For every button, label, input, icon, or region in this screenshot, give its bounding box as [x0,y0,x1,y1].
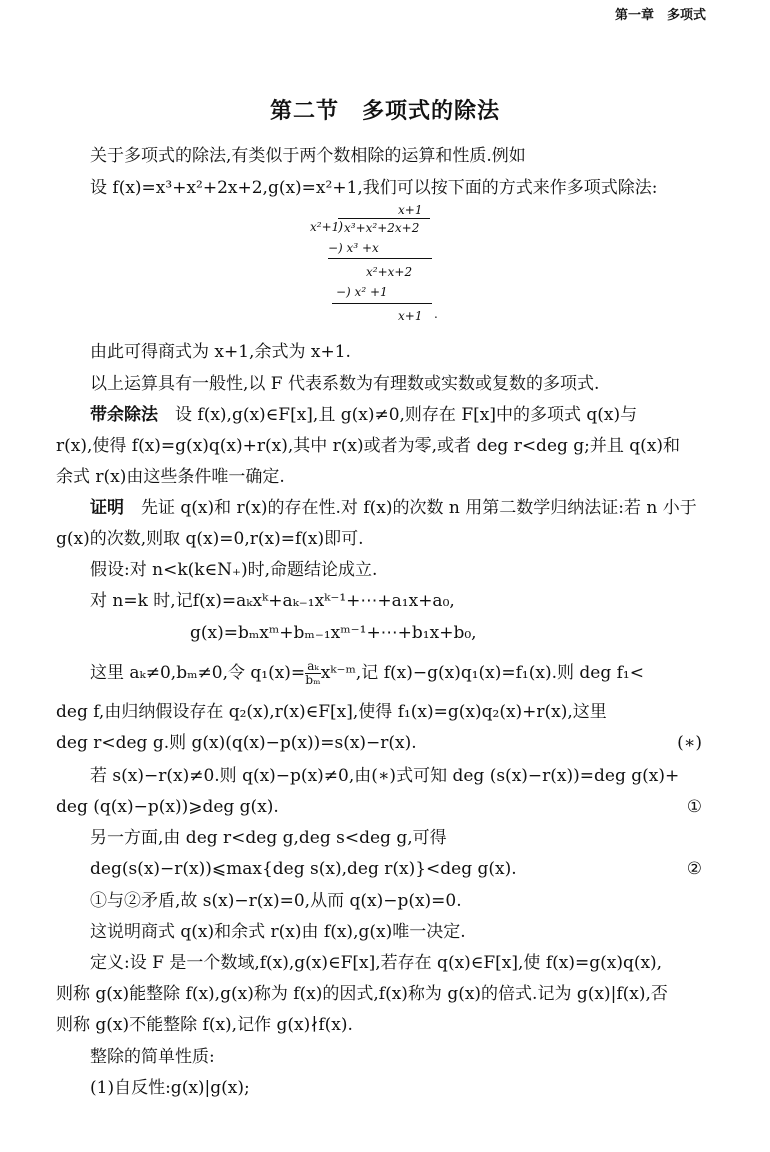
fraction-denominator: bₘ [305,673,321,687]
proof-line-1 [90,496,706,520]
definition-line-2: 则称 g(x)能整除 f(x),g(x)称为 f(x)的因式,f(x)称为 g(x)的倍式.记为 g(x)|f(x),否 [56,984,668,1004]
if-line-2: deg (q(x)−p(x))⩾deg g(x). [56,797,279,817]
result-line: 由此可得商式为 x+1,余式为 x+1. [90,342,351,362]
properties-title: 整除的简单性质: [90,1047,215,1067]
division-bar [338,218,430,219]
equation-marker-1: ① [686,797,702,817]
proof-text-1: 先证 q(x)和 r(x)的存在性.对 f(x)的次数 n 用第二数学归纳法证:若 n 小于 [141,498,697,518]
case-f-line: 对 n=k 时,记f(x)=aₖxᵏ+aₖ₋₁xᵏ⁻¹+⋯+a₁x+a₀, [90,591,455,611]
induction-line-1: deg f,由归纳假设存在 q₂(x),r(x)∈F[x],使得 f₁(x)=g(x)q₂(x)+r(x),这里 [56,702,607,722]
here-text-pre: 这里 aₖ≠0,bₘ≠0,令 q₁(x)= [90,663,306,683]
uniqueness-line: 这说明商式 q(x)和余式 r(x)由 f(x),g(x)唯一决定. [90,922,466,942]
division-quotient: x+1 [398,203,423,217]
definition-line-3: 则称 g(x)不能整除 f(x),记作 g(x)∤f(x). [56,1015,353,1035]
theorem-line-2: r(x),使得 f(x)=g(x)q(x)+r(x),其中 r(x)或者为零,或者 deg r<deg g;并且 q(x)和 [56,436,681,456]
running-header: 第一章 多项式 [614,8,706,23]
division-rule-2 [332,303,432,304]
here-text-post: xᵏ⁻ᵐ,记 f(x)−g(x)q₁(x)=f₁(x).则 deg f₁< [320,663,644,683]
intro-line-2: 设 f(x)=x³+x²+2x+2,g(x)=x²+1,我们可以按下面的方式来作多项式除法: [90,178,658,198]
division-end-dot: . [434,307,438,321]
contradiction-line: ①与②矛盾,故 s(x)−r(x)=0,从而 q(x)−p(x)=0. [90,891,462,911]
other-line-1: 另一方面,由 deg r<deg g,deg s<deg g,可得 [90,828,447,848]
induction-line-2: deg r<deg g.则 g(x)(q(x)−p(x))=s(x)−r(x). [56,733,417,753]
intro-line-1: 关于多项式的除法,有类似于两个数相除的运算和性质.例如 [90,146,526,166]
division-step-1: −) x³ +x [328,241,379,255]
long-division [310,203,450,328]
theorem-line-1 [90,403,706,427]
general-line: 以上运算具有一般性,以 F 代表系数为有理数或实数或复数的多项式. [90,374,600,394]
division-dividend: x³+x²+2x+2 [344,221,420,235]
theorem-line-3: 余式 r(x)由这些条件唯一确定. [56,467,285,487]
here-line [90,660,706,687]
section-title: 第二节 多项式的除法 [269,99,500,124]
division-rule-1 [328,258,432,259]
division-step-2: −) x² +1 [336,285,388,299]
division-remainder-1: x²+x+2 [366,265,413,279]
assumption-line: 假设:对 n<k(k∈N₊)时,命题结论成立. [90,560,378,580]
if-line-1: 若 s(x)−r(x)≠0.则 q(x)−p(x)≠0,由(∗)式可知 deg (s(x)−r(x))=deg g(x)+ [90,766,680,786]
proof-line-2: g(x)的次数,则取 q(x)=0,r(x)=f(x)即可. [56,529,364,549]
proof-label: 证明 [90,498,124,518]
case-g-line: g(x)=bₘxᵐ+bₘ₋₁xᵐ⁻¹+⋯+b₁x+b₀, [190,623,477,643]
equation-marker-2: ② [686,859,702,879]
property-1: (1)自反性:g(x)|g(x); [90,1078,250,1098]
ak-over-bm-fraction [305,660,321,687]
fraction-numerator: aₖ [307,659,319,673]
equation-marker-star: (∗) [677,733,702,753]
division-remainder-2: x+1 [398,309,423,323]
division-divisor: x²+1 [310,220,340,234]
other-line-2: deg(s(x)−r(x))⩽max{deg s(x),deg r(x)}<deg g(x). [90,859,517,879]
theorem-text-1: 设 f(x),g(x)∈F[x],且 g(x)≠0,则存在 F[x]中的多项式 q(x)与 [175,405,638,425]
theorem-label: 带余除法 [90,405,158,425]
definition-line-1: 定义:设 F 是一个数域,f(x),g(x)∈F[x],若存在 q(x)∈F[x],使 f(x)=g(x)q(x), [90,953,663,973]
division-bracket: ) [338,220,344,235]
